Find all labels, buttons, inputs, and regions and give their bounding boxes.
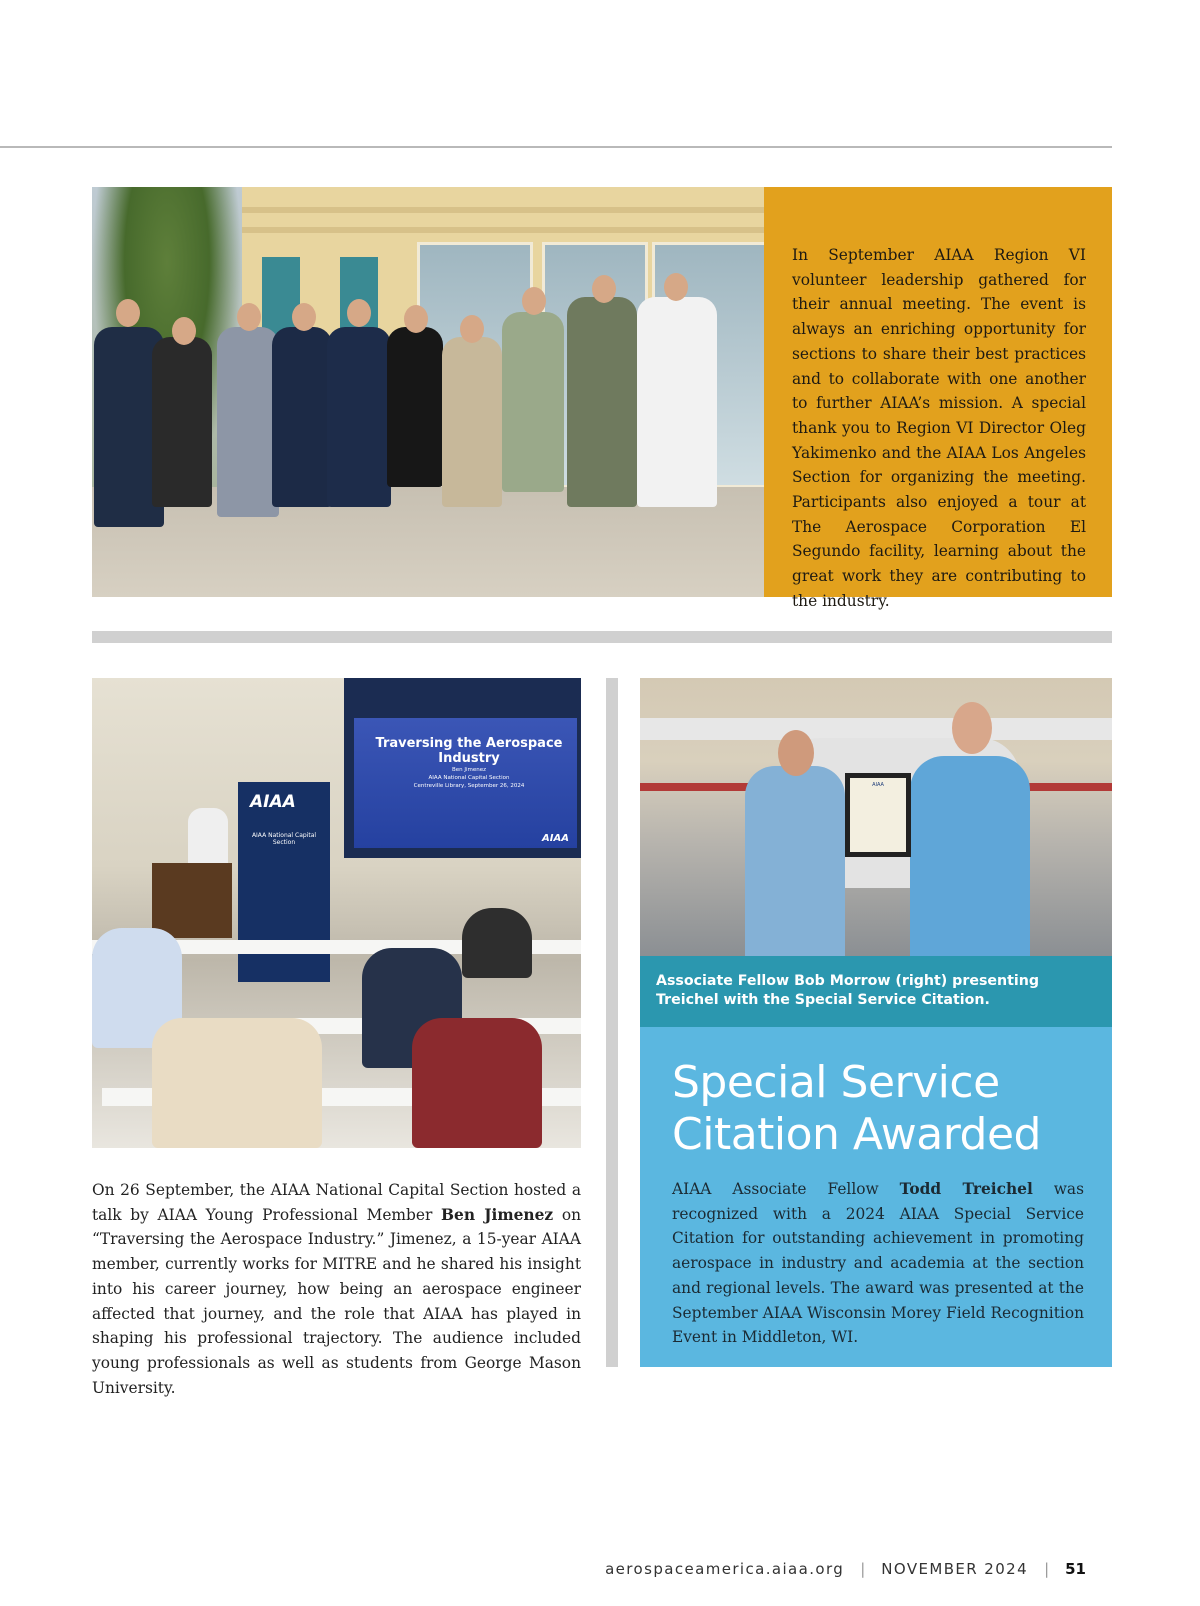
region-vi-caption: In September AIAA Region VI volunteer leadership gathered for their annual meeting. The event is always an enriching opportunity for sections to share their best practices and to collaborate with one another to further AIAA’s mission. A special thank you to Region VI Director Oleg Yakimenko and the AIAA Los Angeles Section for organizing the meeting. Participants also enjoyed a tour at The Aerospace Corporation El Segundo facility, learning about the great work they are contributing to the industry. xyxy=(792,246,1086,610)
podium xyxy=(152,863,232,938)
footer-url[interactable]: aerospaceamerica.aiaa.org xyxy=(605,1560,845,1578)
lecture-caption: On 26 September, the AIAA National Capital Section hosted a talk by AIAA Young Professional Member Ben Jimenez on “Traversing the Aerospace Industry.” Jimenez, a 15-year AIAA member, currently works for MITRE and he shared his insight into his career journey, how being an aerospace engineer affected that journey, and the role that AIAA has played in shaping his professional trajectory. The audience included young professionals as well as students from George Mason University. xyxy=(92,1181,581,1397)
top-rule xyxy=(0,146,1112,148)
award-box xyxy=(640,1027,1112,1367)
award-photo-caption: Associate Fellow Bob Morrow (right) presenting Treichel with the Special Service Citation. xyxy=(656,973,1040,1008)
aiaa-logo: AIAA xyxy=(250,792,296,812)
screen-logo: AIAA xyxy=(542,833,569,844)
region-vi-caption-box xyxy=(764,187,1112,610)
certificate: AIAA xyxy=(845,773,911,857)
page-footer xyxy=(605,1557,1086,1581)
screen-subtitle: Ben Jimenez AIAA National Capital Section Centreville Library, September 26, 2024 xyxy=(413,767,525,789)
speaker xyxy=(188,808,228,868)
group-photo-region-vi xyxy=(92,187,764,597)
lecture-photo xyxy=(92,678,581,1148)
award-title: Special Service Citation Awarded xyxy=(672,1057,1041,1160)
section-divider xyxy=(92,631,1112,643)
footer-date: NOVEMBER 2024 xyxy=(881,1560,1029,1578)
column-divider xyxy=(606,678,618,1367)
speaker-name: Ben Jimenez xyxy=(441,1205,554,1224)
person-treichel xyxy=(745,766,845,956)
screen-title: Traversing the Aerospace Industry xyxy=(375,736,563,766)
page-number: 51 xyxy=(1065,1560,1086,1578)
award-photo xyxy=(640,678,1112,956)
person-morrow xyxy=(910,756,1030,956)
award-photo-caption-bar xyxy=(640,956,1112,1027)
footer-separator: | xyxy=(860,1560,866,1578)
footer-separator: | xyxy=(1044,1560,1050,1578)
banner-text: AIAA National Capital Section xyxy=(251,832,317,846)
projection-screen xyxy=(344,678,581,858)
award-text: AIAA Associate Fellow Todd Treichel was recognized with a 2024 AIAA Special Service Citation for outstanding achievement in promoting aerospace in industry and academia at the section and regional levels. The award was presented at the September AIAA Wisconsin Morey Field Recognition Event in Middleton, WI. xyxy=(672,1180,1084,1347)
awardee-name: Todd Treichel xyxy=(899,1180,1033,1198)
